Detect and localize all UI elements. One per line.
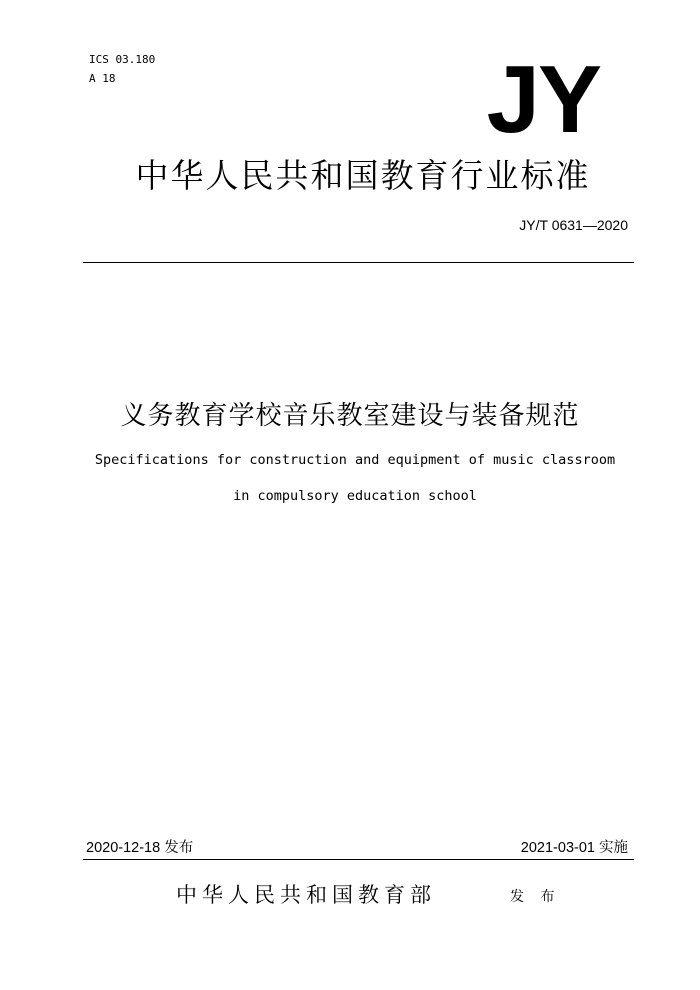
bottom-divider (83, 859, 634, 860)
document-title: 义务教育学校音乐教室建设与装备规范 (120, 401, 580, 431)
classification-code: A 18 (89, 72, 116, 85)
ics-code: ICS 03.180 (89, 53, 156, 66)
publisher-name: 中华人民共和国教育部 (176, 883, 436, 907)
publish-label: 发 布 (510, 889, 557, 905)
implementation-date: 2021-03-01 实施 (520, 840, 628, 856)
standard-title: 中华人民共和国教育行业标准 (135, 156, 591, 195)
english-title-line-2: in compulsory education school (233, 488, 477, 504)
issue-date: 2020-12-18 发布 (86, 840, 194, 856)
english-title-line-1: Specifications for construction and equipment of music classroom (94, 452, 616, 468)
jy-logo: JY (486, 46, 600, 153)
standard-number: JY/T 0631—2020 (519, 217, 628, 233)
top-divider (83, 262, 634, 263)
